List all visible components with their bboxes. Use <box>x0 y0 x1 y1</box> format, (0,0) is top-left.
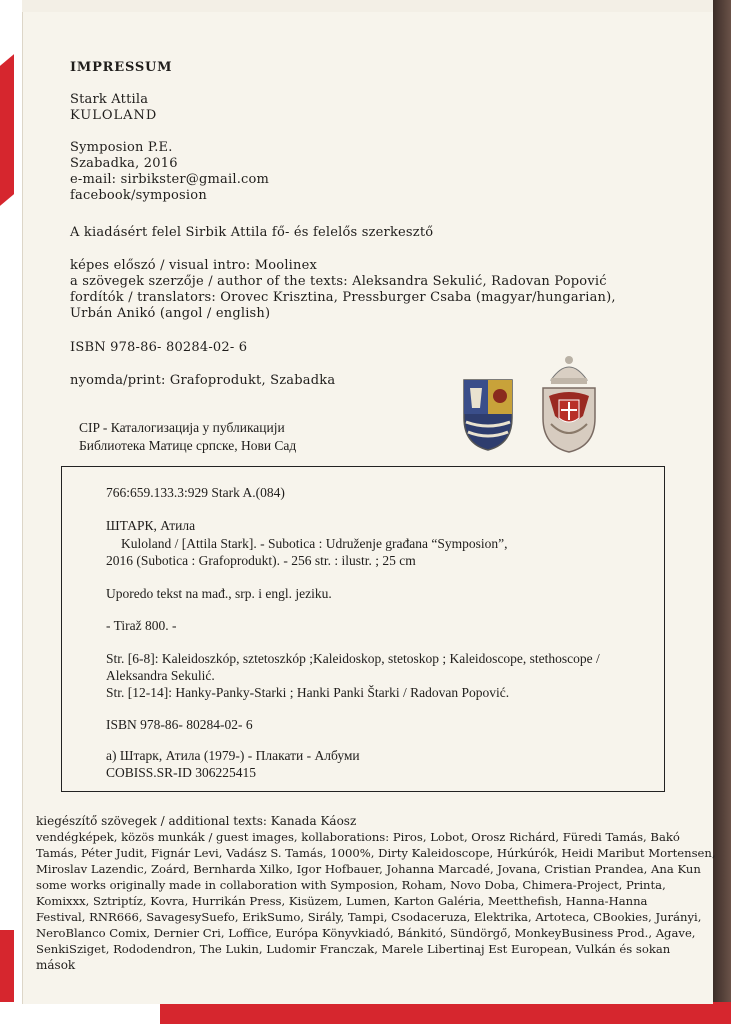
cip-library: Библиотека Матице српске, Нови Сад <box>79 438 297 453</box>
responsible-editor: A kiadásért felel Sirbik Attila fő- és felelős szerkesztő <box>70 225 434 240</box>
cip-udc: 766:659.133.3:929 Stark A.(084) <box>106 485 285 500</box>
book-bottom-edge <box>0 1002 731 1024</box>
cip-contents-1b: Aleksandra Sekulić. <box>106 668 215 683</box>
author-name: Stark Attila <box>70 92 149 107</box>
credits-line: Tamás, Péter Judit, Fignár Levi, Vadász S. Tamás, 1000%, Dirty Kaleidoscope, Húrkúrók, Heidi Maribut Mortensen, <box>36 846 716 860</box>
credits-line: SenkiSziget, Rododendron, The Lukin, Ludomir Franczak, Marele Libertinaj Est European, Vulkán és sokan <box>36 942 671 956</box>
visual-intro: képes előszó / visual intro: Moolinex <box>70 258 318 273</box>
cip-cobiss: COBISS.SR-ID 306225415 <box>106 765 257 780</box>
publisher-name: Symposion P.E. <box>70 140 173 155</box>
impressum-heading: IMPRESSUM <box>70 60 173 75</box>
credits-line: some works originally made in collaboration with Symposion, Roham, Novo Doba, Chimera-Project, Printa, <box>36 878 666 892</box>
translators-line-2: Urbán Anikó (angol / english) <box>70 306 271 321</box>
book-spine-edge <box>713 0 731 1024</box>
serbian-coat-of-arms-icon <box>537 352 601 454</box>
email-line: e-mail: sirbikster@gmail.com <box>70 172 270 187</box>
credits-line: kiegészítő szövegek / additional texts: Kanada Káosz <box>36 814 357 828</box>
credits-line: Festival, RNR666, SavagesySuefo, ErikSumo, Sirály, Tampi, Csodaceruza, Elektrika, Artoteca, CBookies, Jurányi, <box>36 910 702 924</box>
page-left-edge <box>0 0 22 1024</box>
credits-line: NeroBlanco Comix, Dernier Cri, Loffice, Európa Könyvkiadó, Bánkitó, Sündörgő, MonkeyBusiness Prod., Agave, <box>36 926 696 940</box>
cip-contents-2: Str. [12-14]: Hanky-Panky-Starki ; Hanki Panki Štarki / Radovan Popović. <box>106 685 510 700</box>
text-author: a szövegek szerzője / author of the texts: Aleksandra Sekulić, Radovan Popović <box>70 274 607 289</box>
cip-entry-line-2: 2016 (Subotica : Grafoprodukt). - 256 str. : ilustr. ; 25 cm <box>106 553 416 568</box>
facebook-line: facebook/symposion <box>70 188 207 203</box>
credits-line: mások <box>36 958 76 972</box>
cip-parallel-text: Uporedo tekst na mađ., srp. i engl. jeziku. <box>106 586 332 601</box>
cip-contents-1a: Str. [6-8]: Kaleidoszkóp, sztetoszkóp ;Kaleidoskop, stetoskop ; Kaleidoscope, stethoscope / <box>106 651 600 666</box>
isbn-line: ISBN 978-86- 80284-02- 6 <box>70 340 248 355</box>
credits-line: Komixxx, Sztriptíz, Kovra, Hurrikán Press, Kisüzem, Lumen, Karton Galéria, Meetthefish, Hanna-Hanna <box>36 894 648 908</box>
book-title: KULOLAND <box>70 108 158 123</box>
print-line: nyomda/print: Grafoprodukt, Szabadka <box>70 373 336 388</box>
cip-entry-line-1: Kuloland / [Attila Stark]. - Subotica : Udruženje građana “Symposion”, <box>121 536 508 551</box>
coat-of-arms-icon <box>460 374 516 452</box>
cip-heading: CIP - Каталогизација у публикацији <box>79 420 285 435</box>
white-cover-corner <box>0 1002 160 1024</box>
credits-line: Miroslav Lazendic, Zoárd, Bernharda Xilko, Igor Hofbauer, Johanna Marcadé, Jovana, Cristian Prandea, Ana Kun <box>36 862 701 876</box>
cip-author: ШТАРК, Атила <box>106 518 196 533</box>
cip-isbn: ISBN 978-86- 80284-02- 6 <box>106 717 253 732</box>
place-year: Szabadka, 2016 <box>70 156 178 171</box>
cip-print-run: - Tiraž 800. - <box>106 618 177 633</box>
cip-subject: а) Штарк, Атила (1979-) - Плакати - Албуми <box>106 748 360 763</box>
red-cover-stripe <box>0 54 14 206</box>
credits-line: vendégképek, közös munkák / guest images, kollaborations: Piros, Lobot, Orosz Richárd, Füredi Tamás, Bakó <box>36 830 680 844</box>
translators-line-1: fordítók / translators: Orovec Krisztina, Pressburger Csaba (magyar/hungarian), <box>70 290 616 305</box>
